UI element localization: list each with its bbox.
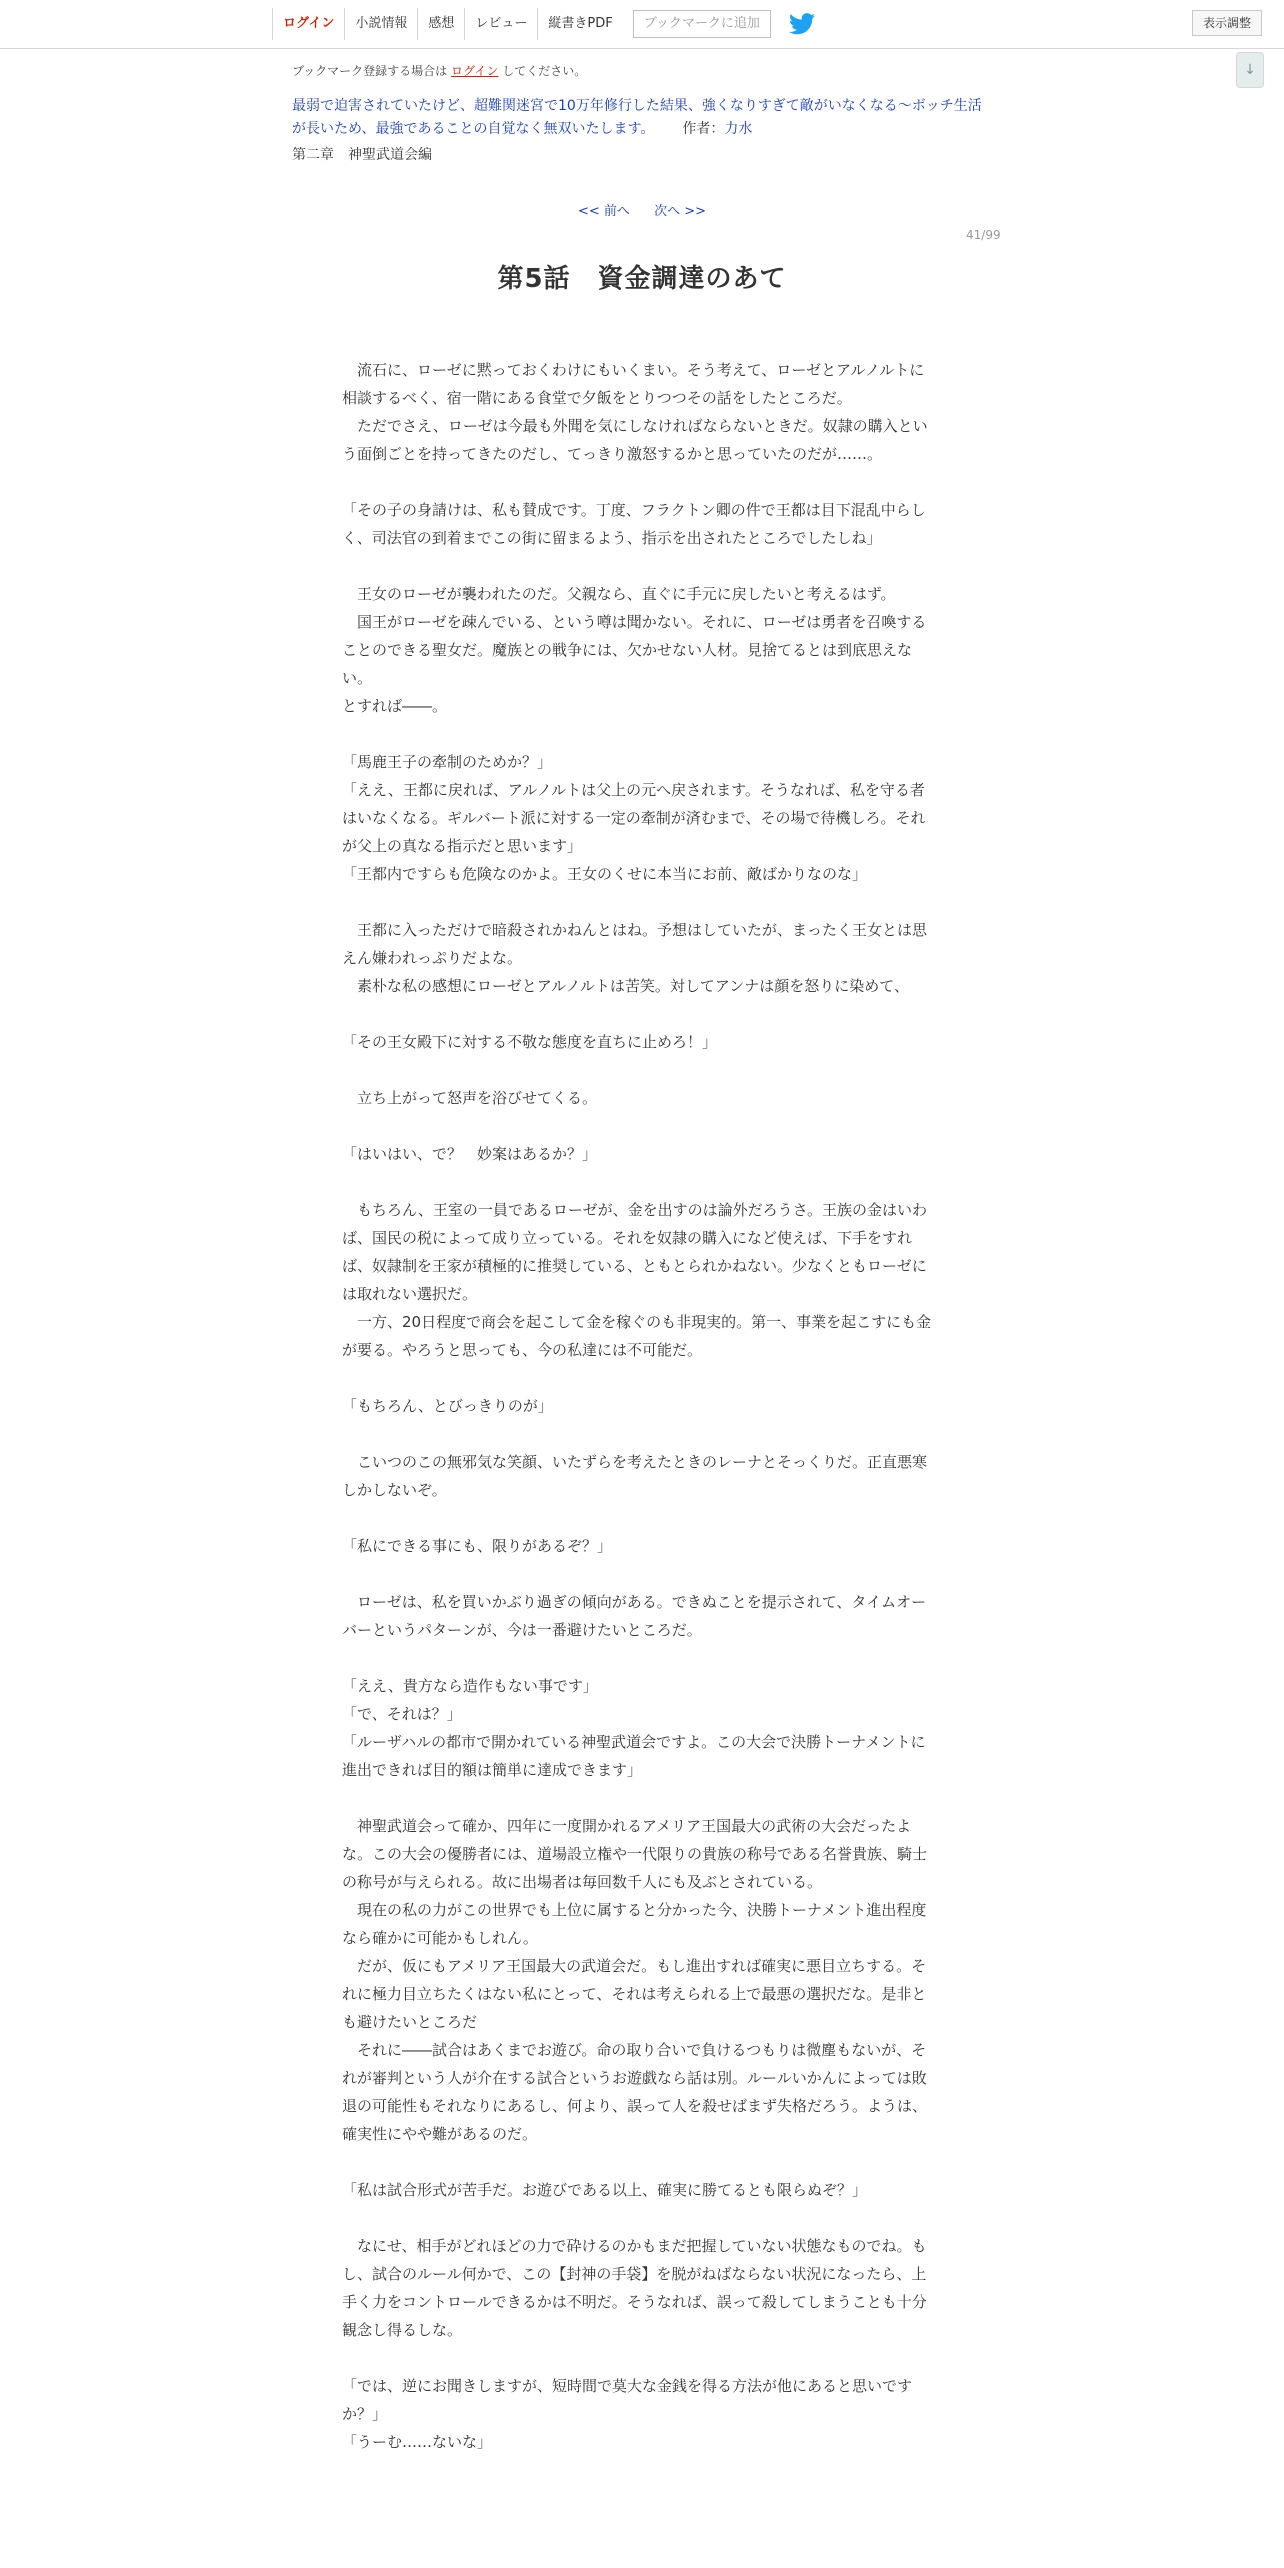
chapter-title: 第二章 神聖武道会編 (292, 147, 432, 163)
author-label: 作者： (682, 121, 725, 137)
twitter-icon[interactable] (789, 13, 815, 35)
episode-title: 第5話 資金調達のあて (497, 264, 787, 294)
body-paragraph: とすれば――。 (342, 697, 448, 715)
author-link[interactable]: 力水 (724, 121, 753, 137)
body-paragraph: 「はいはい、で？ 妙案はあるか？」 (342, 1145, 598, 1163)
body-paragraph: 「私にできる事にも、限りがあるぞ？」 (342, 1537, 613, 1555)
body-paragraph: 「では、逆にお聞きしますが、短時間で莫大な金銭を得る方法が他にあると思いですか？」 (342, 2377, 913, 2423)
blank-line (342, 1560, 938, 1588)
body-paragraph: 「ルーザハルの都市で開かれている神聖武道会ですよ。この大会で決勝トーナメントに進出できれば目的額は簡単に達成できます」 (342, 1733, 926, 1779)
blank-line (342, 720, 938, 748)
blank-line (342, 1168, 938, 1196)
body-paragraph: 「王都内ですらも危険なのかよ。王女のくせに本当にお前、敵ばかりなのな」 (342, 865, 868, 883)
blank-line (342, 1364, 938, 1392)
nav-impressions-link[interactable]: 感想 (417, 8, 464, 40)
display-settings-button[interactable]: 表示調整 (1192, 10, 1262, 36)
nav-menu (272, 8, 815, 40)
login-note-text: ブックマーク登録する場合は (292, 64, 448, 78)
nav-review-link[interactable]: レビュー (464, 8, 537, 40)
scroll-down-button[interactable]: ↓ (1236, 52, 1264, 88)
body-paragraph: 「で、それは？」 (342, 1705, 462, 1723)
blank-line (342, 888, 938, 916)
body-paragraph: 一方、20日程度で商会を起こして金を稼ぐのも非現実的。第一、事業を起こすにも金が要る。やろうと思っても、今の私達には不可能だ。 (342, 1313, 932, 1359)
body-paragraph: 流石に、ローゼに黙っておくわけにもいくまい。そう考えて、ローゼとアルノルトに相談するべく、宿一階にある食堂で夕飯をとりつつその話をしたところだ。 (342, 361, 925, 407)
blank-line (342, 552, 938, 580)
top-navigation (0, 0, 1284, 49)
login-note (292, 62, 586, 79)
body-paragraph: 「私は試合形式が苦手だ。お遊びである以上、確実に勝てるとも限らぬぞ？」 (342, 2181, 868, 2199)
body-paragraph: ローゼは、私を買いかぶり過ぎの傾向がある。できぬことを提示されて、タイムオーバーというパターンが、今は一番避けたいところだ。 (342, 1593, 927, 1639)
next-episode-link[interactable]: 次へ >> (654, 204, 706, 219)
body-paragraph: それに――試合はあくまでお遊び。命の取り合いで負けるつもりは微塵もないが、それが審判という人が介在する試合というお遊戯なら話は別。ルールいかんによっては敗退の可能性もそれなりにあるし、何より、誤って人を殺せばまず失格だろう。ようは、確実性にやや難があるのだ。 (342, 2041, 928, 2143)
episode-pager (0, 200, 1284, 219)
blank-line (342, 1420, 938, 1448)
blank-line (342, 1112, 938, 1140)
body-paragraph: 神聖武道会って確か、四年に一度開かれるアメリア王国最大の武術の大会だったよな。この大会の優勝者には、道場設立権や一代限りの貴族の称号である名誉貴族、騎士の称号が与えられる。故に出場者は毎回数千人にも及ぶとされている。 (342, 1817, 928, 1891)
body-paragraph: 王女のローゼが襲われたのだ。父親なら、直ぐに手元に戻したいと考えるはず。 (342, 585, 896, 603)
blank-line (342, 1504, 938, 1532)
blank-line (342, 2344, 938, 2372)
body-paragraph: 「ええ、王都に戻れば、アルノルトは父上の元へ戻されます。そうなれば、私を守る者はいなくなる。ギルバート派に対する一定の牽制が済むまで、その場で待機しろ。それが父上の真なる指示だと思います」 (342, 781, 926, 855)
body-paragraph: もちろん、王室の一員であるローゼが、金を出すのは論外だろうさ。王族の金はいわば、国民の税によって成り立っている。それを奴隷の購入になど使えば、下手をすれば、奴隷制を王家が積極的に推奨している、ともとられかねない。少なくともローゼには取れない選択だ。 (342, 1201, 928, 1303)
blank-line (342, 2204, 938, 2232)
blank-line (342, 1784, 938, 1812)
nav-novel-info-link[interactable]: 小説情報 (344, 8, 417, 40)
add-bookmark-button[interactable]: ブックマークに追加 (633, 10, 771, 38)
body-paragraph: 素朴な私の感想にローゼとアルノルトは苦笑。対してアンナは顔を怒りに染めて、 (342, 977, 910, 995)
body-paragraph: 「ええ、貴方なら造作もない事です」 (342, 1677, 598, 1695)
nav-pdf-link[interactable]: 縦書きPDF (537, 8, 622, 40)
login-note-text-after: してください。 (502, 64, 587, 78)
nav-login-link[interactable]: ログイン (272, 8, 344, 40)
episode-counter: 41/99 (966, 228, 1001, 242)
body-paragraph: 国王がローゼを疎んでいる、という噂は聞かない。それに、ローゼは勇者を召喚することのできる聖女だ。魔族との戦争には、欠かせない人材。見捨てるとは到底思えない。 (342, 613, 927, 687)
novel-title-block (292, 95, 992, 141)
blank-line (342, 468, 938, 496)
prev-episode-link[interactable]: << 前へ (578, 204, 630, 219)
body-paragraph: こいつのこの無邪気な笑顔、いたずらを考えたときのレーナとそっくりだ。正直悪寒しかしないぞ。 (342, 1453, 928, 1499)
body-paragraph: 「もちろん、とびっきりのが」 (342, 1397, 553, 1415)
body-paragraph: 王都に入っただけで暗殺されかねんとはね。予想はしていたが、まったく王女とは思えん嫌われっぷりだよな。 (342, 921, 928, 967)
body-paragraph: 「その王女殿下に対する不敬な態度を直ちに止めろ！」 (342, 1033, 718, 1051)
login-note-link[interactable]: ログイン (451, 64, 499, 78)
body-paragraph: 「うーむ……ないな」 (342, 2433, 493, 2451)
body-paragraph: だが、仮にもアメリア王国最大の武道会だ。もし進出すれば確実に悪目立ちする。それに極力目立ちたくはない私にとって、それは考えられる上で最悪の選択だな。是非とも避けたいところだ (342, 1957, 927, 2031)
blank-line (342, 1000, 938, 1028)
body-paragraph: なにせ、相手がどれほどの力で砕けるのかもまだ把握していない状態なものでね。もし、試合のルール何かで、この【封神の手袋】を脱がねばならない状況になったら、上手く力をコントロールできるかは不明だ。そうなれば、誤って殺してしまうことも十分観念し得るしな。 (342, 2237, 927, 2339)
body-paragraph: 「その子の身請けは、私も賛成です。丁度、フラクトン卿の件で王都は目下混乱中らしく、司法官の到着までこの街に留まるよう、指示を出されたところでしたしね」 (342, 501, 926, 547)
body-paragraph: 立ち上がって怒声を浴びせてくる。 (342, 1089, 598, 1107)
novel-body (342, 356, 938, 2456)
body-paragraph: 現在の私の力がこの世界でも上位に属すると分かった今、決勝トーナメント進出程度なら確かに可能かもしれん。 (342, 1901, 927, 1947)
novel-title-link[interactable]: 最弱で迫害されていたけど、超難関迷宮で10万年修行した結果、強くなりすぎて敵がいなくなる～ボッチ生活が長いため、最強であることの自覚なく無双いたします。 (292, 98, 982, 137)
blank-line (342, 2148, 938, 2176)
body-paragraph: ただでさえ、ローゼは今最も外聞を気にしなければならないときだ。奴隷の購入という面倒ごとを持ってきたのだし、てっきり激怒するかと思っていたのだが……。 (342, 417, 928, 463)
blank-line (342, 1056, 938, 1084)
blank-line (342, 1644, 938, 1672)
body-paragraph: 「馬鹿王子の牽制のためか？」 (342, 753, 553, 771)
